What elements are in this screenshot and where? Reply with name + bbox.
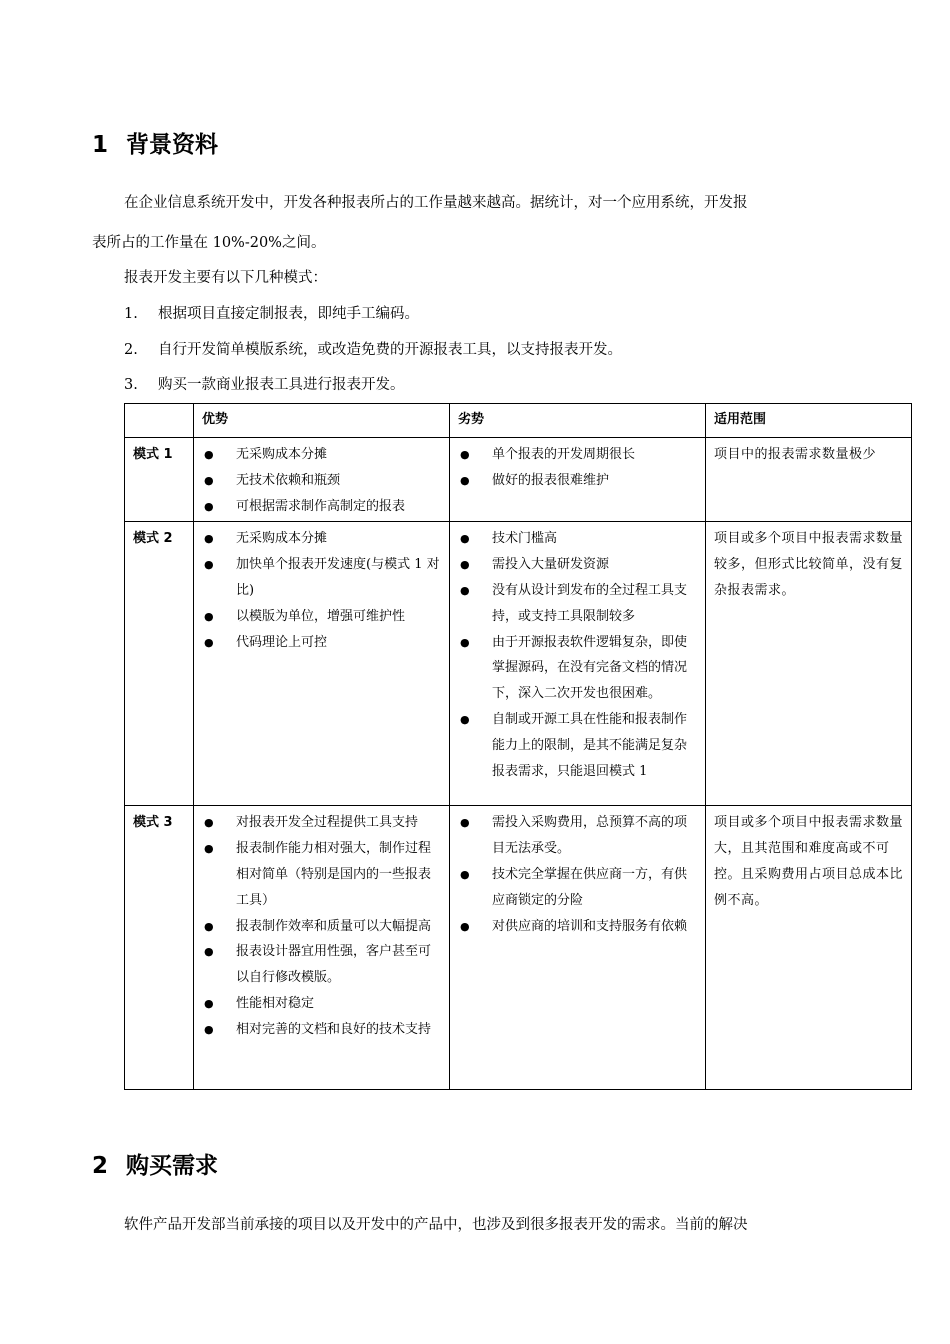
list-item: ● 技术完全掌握在供应商一方，有供应商锁定的分险 xyxy=(458,862,697,914)
pros-cell xyxy=(194,438,450,522)
bullet-icon: ● xyxy=(460,583,470,597)
header-pros: 优势 xyxy=(194,404,450,438)
table-header-row xyxy=(125,404,912,438)
table-row xyxy=(125,522,912,806)
header-cons: 劣势 xyxy=(450,404,706,438)
mode-label: 模式 1 xyxy=(125,438,194,522)
header-scope: 适用范围 xyxy=(706,404,912,438)
mode-label: 模式 2 xyxy=(125,522,194,806)
section-2-heading xyxy=(92,1147,218,1180)
list-item: ● 做好的报表很难维护 xyxy=(458,468,697,494)
bullet-icon: ● xyxy=(204,842,214,856)
list-item: ● 代码理论上可控 xyxy=(202,630,441,656)
mode-label: 模式 3 xyxy=(125,806,194,1090)
section-1-title: 背景资料 xyxy=(126,132,218,158)
cons-cell xyxy=(450,522,706,806)
bullet-icon: ● xyxy=(204,635,214,649)
cons-cell xyxy=(450,806,706,1090)
mode-list-item-2 xyxy=(124,338,622,359)
list-item: ● 加快单个报表开发速度(与模式 1 对比) xyxy=(202,552,441,604)
list-item: ● 由于开源报表软件逻辑复杂，即使掌握源码，在没有完备文档的情况下，深入二次开发也很困难。 xyxy=(458,630,697,707)
bullet-icon: ● xyxy=(204,1022,214,1036)
bullet-icon: ● xyxy=(460,532,470,546)
section-1-heading xyxy=(92,126,218,159)
pros-cell xyxy=(194,522,450,806)
list-item: ● 报表设计器宜用性强，客户甚至可以自行修改模版。 xyxy=(202,939,441,991)
bullet-icon: ● xyxy=(204,996,214,1010)
bullet-icon: ● xyxy=(460,635,470,649)
list-item: ● 无采购成本分摊 xyxy=(202,442,441,468)
table-row xyxy=(125,438,912,522)
bullet-icon: ● xyxy=(460,867,470,881)
bullet-icon: ● xyxy=(204,609,214,623)
modes-intro: 报表开发主要有以下几种模式： xyxy=(124,270,327,286)
scope-cell: 项目或多个项目中报表需求数量较多，但形式比较简单，没有复杂报表需求。 xyxy=(706,522,912,806)
bullet-icon: ● xyxy=(460,473,470,487)
pros-cell xyxy=(194,806,450,1090)
list-item: ● 无采购成本分摊 xyxy=(202,526,441,552)
mode-list-item-3 xyxy=(124,373,405,394)
comparison-table xyxy=(124,403,912,1090)
intro-paragraph-line-1: 在企业信息系统开发中，开发各种报表所占的工作量越来越高。据统计，对一个应用系统，开发报 xyxy=(124,195,748,211)
header-blank xyxy=(125,404,194,438)
list-item: ● 以模版为单位，增强可维护性 xyxy=(202,604,441,630)
list-item: ● 对报表开发全过程提供工具支持 xyxy=(202,810,441,836)
list-item: ● 对供应商的培训和支持服务有依赖 xyxy=(458,914,697,940)
list-item: ● 报表制作能力相对强大，制作过程相对简单（特别是国内的一些报表工具） xyxy=(202,836,441,913)
intro-paragraph-line-2: 表所占的工作量在 10%-20%之间。 xyxy=(92,235,326,251)
bullet-icon: ● xyxy=(460,816,470,830)
list-item: ● 需投入采购费用，总预算不高的项目无法承受。 xyxy=(458,810,697,862)
bullet-icon: ● xyxy=(204,816,214,830)
bullet-icon: ● xyxy=(204,473,214,487)
list-item: ● 相对完善的文档和良好的技术支持 xyxy=(202,1017,441,1043)
bullet-icon: ● xyxy=(204,448,214,461)
list-item: ● 无技术依赖和瓶颈 xyxy=(202,468,441,494)
section-2-paragraph: 软件产品开发部当前承接的项目以及开发中的产品中，也涉及到很多报表开发的需求。当前的解决 xyxy=(124,1217,748,1233)
bullet-icon: ● xyxy=(460,558,470,572)
bullet-icon: ● xyxy=(204,945,214,959)
mode-list-item-1 xyxy=(124,302,419,323)
list-item: ● 报表制作效率和质量可以大幅提高 xyxy=(202,914,441,940)
list-text: 购买一款商业报表工具进行报表开发。 xyxy=(158,377,405,393)
list-item: ● 没有从设计到发布的全过程工具支持，或支持工具限制较多 xyxy=(458,578,697,630)
list-item: ● 需投入大量研发资源 xyxy=(458,552,697,578)
bullet-icon: ● xyxy=(204,558,214,572)
list-item: ● 自制或开源工具在性能和报表制作能力上的限制，是其不能满足复杂报表需求，只能退回模式 1 xyxy=(458,707,697,784)
bullet-icon: ● xyxy=(460,712,470,726)
list-item: ● 技术门槛高 xyxy=(458,526,697,552)
list-number: 2. xyxy=(124,342,138,358)
cons-cell xyxy=(450,438,706,522)
bullet-icon: ● xyxy=(204,499,214,513)
list-text: 根据项目直接定制报表，即纯手工编码。 xyxy=(158,306,419,322)
scope-cell: 项目中的报表需求数量极少 xyxy=(706,438,912,522)
list-item: ● 性能相对稳定 xyxy=(202,991,441,1017)
list-number: 1. xyxy=(124,306,138,322)
section-1-number: 1 xyxy=(92,132,109,158)
list-item: ● 可根据需求制作高制定的报表 xyxy=(202,494,441,520)
bullet-icon: ● xyxy=(460,448,470,461)
section-2-title: 购买需求 xyxy=(126,1153,218,1179)
scope-cell: 项目或多个项目中报表需求数量大，且其范围和难度高或不可控。且采购费用占项目总成本比例不高。 xyxy=(706,806,912,1090)
bullet-icon: ● xyxy=(460,919,470,933)
list-text: 自行开发简单模版系统，或改造免费的开源报表工具，以支持报表开发。 xyxy=(158,342,622,358)
section-2-number: 2 xyxy=(92,1153,109,1179)
list-number: 3. xyxy=(124,377,138,393)
bullet-icon: ● xyxy=(204,919,214,933)
list-item: ● 单个报表的开发周期很长 xyxy=(458,442,697,468)
bullet-icon: ● xyxy=(204,532,214,546)
table-row xyxy=(125,806,912,1090)
